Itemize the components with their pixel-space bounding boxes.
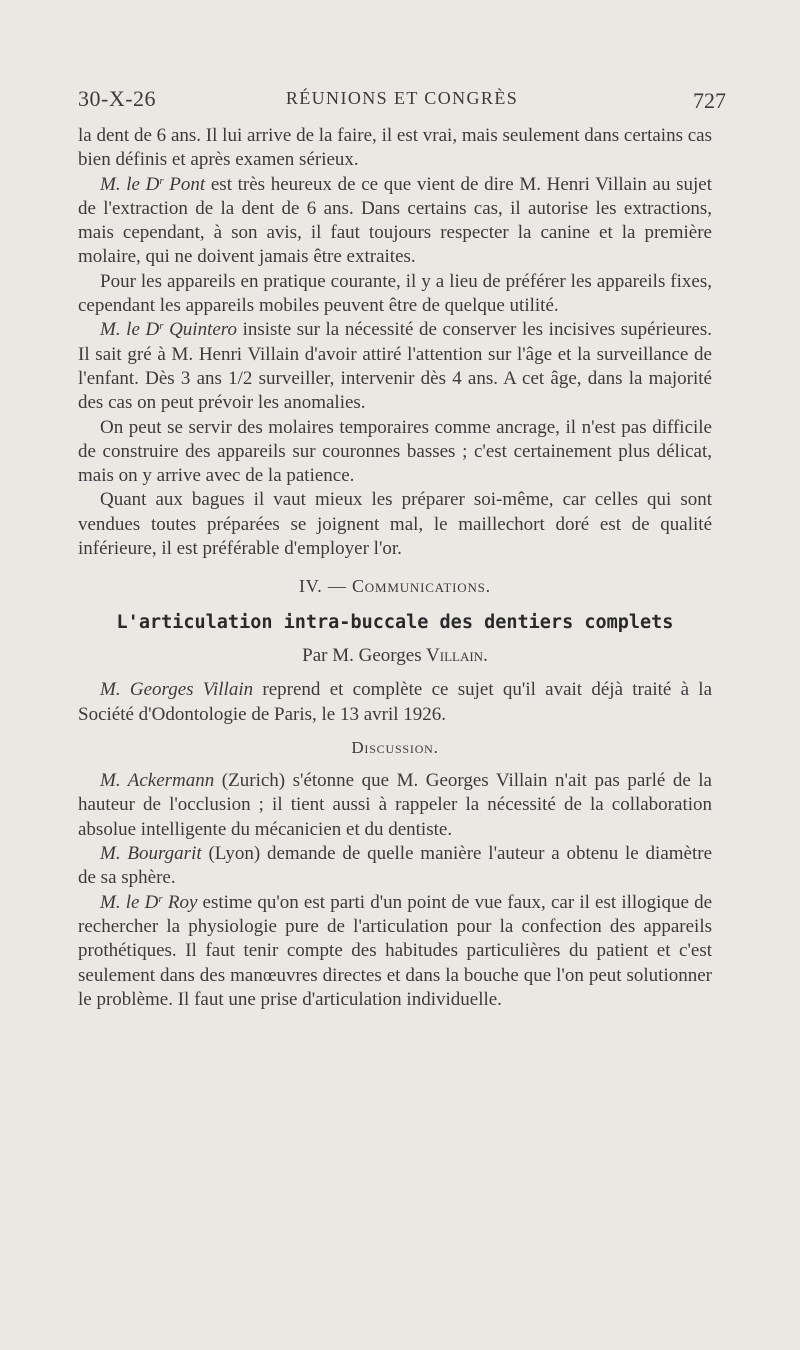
paragraph: [78, 678, 712, 727]
speaker-name: M. le $D^r$ Pont: [100, 173, 206, 195]
paragraph-text: (Lyon) demande de quelle manière l'auteur a obtenu le diamètre de sa sphère.: [78, 843, 713, 889]
speaker-name: M. le $D^r$ Roy: [100, 891, 198, 913]
paragraph-text: est très heureux de ce que vient de dire M. Henri Villain au sujet de l'extraction de la dent de 6 ans. Dans certains cas, il autorise les extractions, mais cependant, à son avis, il faut toujours respecter la canine et la première molaire, qui ne doivent jamais être extraites.: [78, 173, 713, 268]
page-number: 727: [693, 88, 726, 113]
body-text: [78, 124, 712, 1012]
paragraph-text: estime qu'on est parti d'un point de vue faux, car il est illogique de rechercher la physiologie pure de l'articulation pour la confection des appareils prothétiques. Il faut tenir compte des habitudes particulières du patient et c'est seulement dans des manœuvres directes et dans la bouche que l'on peut solutionner le problème. Il faut une prise d'articulation individuelle.: [78, 891, 712, 1010]
speaker-name: M. Ackermann: [100, 770, 215, 792]
paragraph-text: Pour les appareils en pratique courante, il y a lieu de préférer les appareils fixes, cependant les appareils mobiles peuvent être de quelque utilité.: [78, 270, 712, 317]
paragraph: [78, 769, 712, 842]
paragraph: [78, 318, 712, 415]
paragraph-text: la dent de 6 ans. Il lui arrive de la faire, il est vrai, mais seulement dans certains cas bien définis et après examen sérieux.: [78, 125, 712, 171]
paragraph-text: On peut se servir des molaires temporaires comme ancrage, il n'est pas difficile de construire des appareils sur couronnes basses ; c'est certainement plus délicat, mais on y arrive avec de la patience.: [78, 416, 712, 487]
paragraph-text: Quant aux bagues il vaut mieux les préparer soi-même, car celles qui sont vendues toutes préparées se joignent mal, le maillechort doré est de qualité inférieure, il est préférable d'employer l'or.: [78, 489, 712, 560]
paragraph-text: reprend et complète ce sujet qu'il avait déjà traité à la Société d'Odontologie de Paris, le 13 avril 1926.: [78, 679, 713, 725]
article-title: L'articulation intra-buccale des dentiers complets: [116, 611, 674, 633]
paragraph: [78, 842, 712, 891]
running-header: [78, 86, 726, 116]
header-title: RÉUNIONS ET CONGRÈS: [285, 88, 519, 108]
paragraph: [78, 416, 712, 489]
article-byline: Par M. Georges Villain.: [302, 644, 488, 666]
paragraph: [78, 124, 712, 173]
header-date: 30-X-26: [78, 86, 157, 111]
discussion-heading: Discussion.: [351, 737, 439, 757]
paragraph: [78, 270, 712, 319]
section-heading: IV. — Communications.: [299, 576, 491, 597]
paragraph-text: (Zurich) s'étonne que M. Georges Villain n'ait pas parlé de la hauteur de l'occlusion ; il tient aussi à rappeler la nécessité de la collaboration absolue intelligente du mécanicien et du dentiste.: [78, 770, 712, 840]
paragraph: [78, 891, 712, 1012]
paragraph: [78, 173, 712, 270]
paragraph: [78, 488, 712, 561]
paragraph-text: insiste sur la nécessité de conserver les incisives supérieures. Il sait gré à M. Henri Villain d'avoir attiré l'attention sur l'âge et la surveillance de l'enfant. Dès 3 ans 1/2 surveiller, intervenir dès 4 ans. A cet âge, dans la majorité des cas on peut prévoir les anomalies.: [78, 319, 713, 414]
speaker-name: M. le $D^r$ Quintero: [100, 319, 237, 341]
speaker-name: M. Georges Villain: [100, 679, 254, 701]
speaker-name: M. Bourgarit: [100, 843, 202, 865]
